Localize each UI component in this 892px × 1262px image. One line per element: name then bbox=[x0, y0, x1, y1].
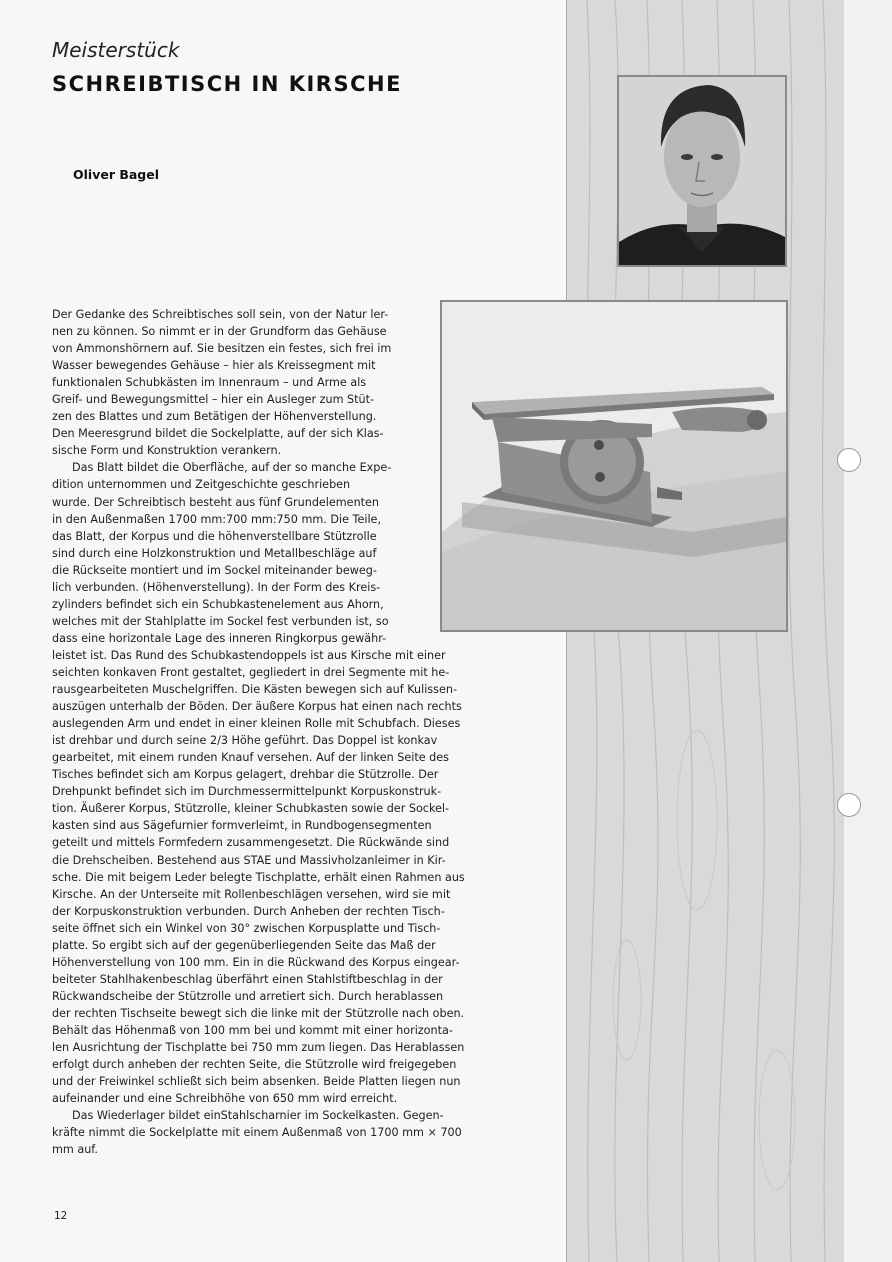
body-text-line: sische Form und Konstruktion verankern. bbox=[52, 444, 282, 458]
body-text-line: auslegenden Arm und endet in einer kleinen Rolle mit Schubfach. Dieses bbox=[52, 717, 461, 731]
body-text-line: Rückwandscheibe der Stützrolle und arretiert sich. Durch herablassen bbox=[52, 989, 444, 1003]
body-text-line: das Blatt, der Korpus und die höhenverstellbare Stützrolle bbox=[52, 529, 377, 543]
body-text-line: Der Gedanke des Schreibtisches soll sein, von der Natur ler- bbox=[52, 308, 389, 321]
body-text-line: Den Meeresgrund bildet die Sockelplatte, auf der sich Klas- bbox=[52, 427, 384, 441]
page-right-margin bbox=[844, 0, 892, 1262]
article-author: Oliver Bagel bbox=[73, 167, 160, 182]
body-text-line: funktionalen Schubkästen im Innenraum – und Arme als bbox=[52, 376, 367, 390]
body-text-line: zylinders befindet sich ein Schubkastenelement aus Ahorn, bbox=[52, 597, 384, 611]
body-text-line: seichten konkaven Front gestaltet, gegliedert in drei Segmente mit he- bbox=[52, 665, 450, 679]
body-text-line: Kirsche. An der Unterseite mit Rollenbeschlägen versehen, wird sie mit bbox=[52, 887, 451, 901]
body-text-line: gearbeitet, mit einem runden Knauf versehen. Auf der linken Seite des bbox=[52, 751, 449, 765]
body-text-line: lich verbunden. (Höhenverstellung). In der Form des Kreis- bbox=[52, 580, 381, 594]
body-text-line: platte. So ergibt sich auf der gegenüberliegenden Seite das Maß der bbox=[52, 938, 436, 952]
article-subtitle: Meisterstück bbox=[52, 38, 180, 62]
article-title: SCHREIBTISCH IN KIRSCHE bbox=[52, 72, 402, 96]
body-text-line: leistet ist. Das Rund des Schubkastendoppels ist aus Kirsche mit einer bbox=[52, 648, 446, 662]
body-text-line: mm auf. bbox=[52, 1143, 98, 1157]
body-text-line: von Ammonshörnern auf. Sie besitzen ein festes, sich frei im bbox=[52, 342, 392, 356]
body-text-line: der Korpuskonstruktion verbunden. Durch Anheben der rechten Tisch- bbox=[52, 904, 445, 918]
body-text-line: Das Blatt bildet die Oberfläche, auf der so manche Expe- bbox=[72, 461, 392, 475]
body-text-line: kasten sind aus Sägefurnier formverleimt, in Rundbogensegmenten bbox=[52, 819, 432, 833]
body-text-line: auszügen unterhalb der Böden. Der äußere Korpus hat einen nach rechts bbox=[52, 700, 462, 714]
page-number: 12 bbox=[54, 1210, 68, 1222]
body-text-line: die Rückseite montiert und im Sockel miteinander beweg- bbox=[52, 563, 377, 577]
body-text-line: geteilt und mittels Formfedern zusammengesetzt. Die Rückwände sind bbox=[52, 836, 450, 850]
body-text-line: rausgearbeiteten Muschelgriffen. Die Kästen bewegen sich auf Kulissen- bbox=[52, 683, 457, 697]
body-text-line: aufeinander und eine Schreibhöhe von 650 mm wird erreicht. bbox=[52, 1092, 398, 1106]
body-text-line: wurde. Der Schreibtisch besteht aus fünf Grundelementen bbox=[52, 495, 380, 509]
body-text-line: zen des Blattes und zum Betätigen der Höhenverstellung. bbox=[52, 410, 377, 424]
body-text-line: welches mit der Stahlplatte im Sockel fest verbunden ist, so bbox=[52, 614, 389, 628]
portrait-icon bbox=[619, 77, 785, 265]
body-text-line: seite öffnet sich ein Winkel von 30° zwischen Korpusplatte und Tisch- bbox=[52, 921, 441, 935]
body-text-line: dition unternommen und Zeitgeschichte geschrieben bbox=[52, 478, 351, 492]
body-text-line: Drehpunkt befindet sich im Durchmessermittelpunkt Korpuskonstruk- bbox=[52, 785, 442, 799]
body-text-line: sind durch eine Holzkonstruktion und Metallbeschläge auf bbox=[52, 546, 377, 560]
body-text-line: beiteter Stahlhakenbeschlag überfährt einen Stahlstiftbeschlag in der bbox=[52, 972, 443, 986]
body-text-line: Greif- und Bewegungsmittel – hier ein Ausleger zum Stüt- bbox=[52, 393, 375, 407]
body-text-line: ist drehbar und durch seine 2/3 Höhe geführt. Das Doppel ist konkav bbox=[52, 734, 438, 748]
body-text-line: len Ausrichtung der Tischplatte bei 750 mm zum liegen. Das Herablassen bbox=[52, 1041, 465, 1055]
body-text-line: Tisches befindet sich am Korpus gelagert, drehbar die Stützrolle. Der bbox=[52, 768, 439, 782]
body-text-line: sche. Die mit beigem Leder belegte Tischplatte, erhält einen Rahmen aus bbox=[52, 870, 465, 884]
body-text-line: die Drehscheiben. Bestehend aus STAE und Massivholzanleimer in Kir- bbox=[52, 853, 446, 867]
body-text-line: Höhenverstellung von 100 mm. Ein in die Rückwand des Korpus eingear- bbox=[52, 955, 460, 969]
article-body bbox=[52, 306, 512, 1158]
body-text-line: Wasser bewegendes Gehäuse – hier als Kreissegment mit bbox=[52, 359, 376, 373]
body-text-line: in den Außenmaßen 1700 mm:700 mm:750 mm. Die Teile, bbox=[52, 512, 381, 526]
body-text-line: erfolgt durch anheben der rechten Seite, die Stützrolle wird freigegeben bbox=[52, 1058, 457, 1072]
body-text-line: der rechten Tischseite bewegt sich die linke mit der Stützrolle nach oben. bbox=[52, 1006, 465, 1020]
body-text-line: kräfte nimmt die Sockelplatte mit einem Außenmaß von 1700 mm × 700 bbox=[52, 1126, 462, 1140]
author-portrait-photo bbox=[617, 75, 787, 267]
body-text-line: Behält das Höhenmaß von 100 mm bei und kommt mit einer horizonta- bbox=[52, 1023, 453, 1037]
body-text-line: dass eine horizontale Lage des inneren Ringkorpus gewähr- bbox=[52, 631, 387, 645]
body-text-line: und der Freiwinkel schließt sich beim absenken. Beide Platten liegen nun bbox=[52, 1075, 461, 1089]
body-text-line: nen zu können. So nimmt er in der Grundform das Gehäuse bbox=[52, 325, 387, 339]
body-text-line: tion. Äußerer Korpus, Stützrolle, kleiner Schubkasten sowie der Sockel- bbox=[52, 802, 450, 816]
body-text-line: Das Wiederlager bildet einStahlscharnier im Sockelkasten. Gegen- bbox=[72, 1109, 444, 1123]
punch-hole bbox=[837, 793, 861, 817]
punch-hole bbox=[837, 448, 861, 472]
